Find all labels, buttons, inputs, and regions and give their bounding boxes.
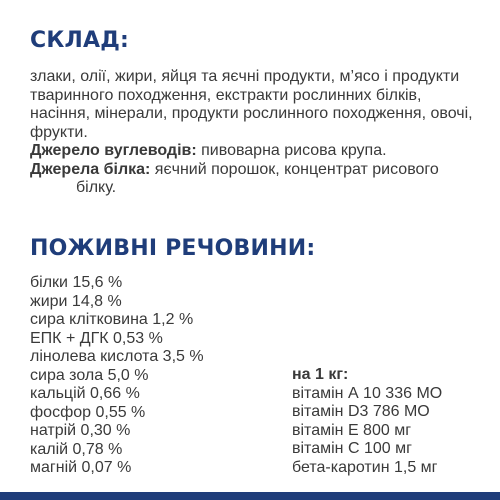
nutrient-item: сира клітковина 1,2 % <box>30 311 194 328</box>
nutrient-item: ЕПК + ДГК 0,53 % <box>30 329 163 347</box>
carb-source-label: Джерело вуглеводів: <box>30 142 197 159</box>
nutrient-item: кальцій 0,66 % <box>30 385 140 402</box>
protein-source-value: яєчний порошок, концентрат рисового <box>154 160 439 178</box>
protein-source <box>30 161 480 198</box>
protein-source-value-cont: білку. <box>76 179 117 196</box>
vitamin-item: бета-каротин 1,5 мг <box>292 458 438 476</box>
nutrient-item: сира зола 5,0 % <box>30 366 149 384</box>
carb-source <box>30 142 480 161</box>
ingredients-text <box>30 68 480 198</box>
vitamin-item: вітамін С 100 мг <box>292 440 412 457</box>
bottom-bar <box>0 492 500 500</box>
carb-source-value: пивоварна рисова крупа. <box>201 142 387 159</box>
vitamin-item: вітамін D3 786 МО <box>292 403 430 420</box>
composition-heading: СКЛАД: <box>30 28 130 53</box>
protein-source-label: Джерела білка: <box>30 160 151 178</box>
per-kg-list <box>292 366 442 477</box>
nutrient-item: калій 0,78 % <box>30 440 123 458</box>
ingredients-list: злаки, олії, жири, яйця та яєчні продукти, м’ясо і продукти тваринного походження, екстракти рослинних білків, насіння, мінерали, продукти рослинного походження, овочі, фрукти. <box>30 68 473 141</box>
nutrient-item: жири 14,8 % <box>30 292 122 310</box>
nutrient-item: натрій 0,30 % <box>30 422 131 439</box>
vitamin-item: вітамін А 10 336 МО <box>292 384 443 402</box>
nutrient-item: фосфор 0,55 % <box>30 403 146 421</box>
vitamin-item: вітамін Е 800 мг <box>292 421 412 439</box>
nutrient-item: лінолева кислота 3,5 % <box>30 348 204 365</box>
per-kg-title: на 1 кг: <box>292 366 349 383</box>
nutrients-heading: ПОЖИВНІ РЕЧОВИНИ: <box>30 236 316 261</box>
nutrient-item: магній 0,07 % <box>30 459 132 476</box>
nutrients-list <box>30 274 204 478</box>
nutrient-item: білки 15,6 % <box>30 274 123 291</box>
